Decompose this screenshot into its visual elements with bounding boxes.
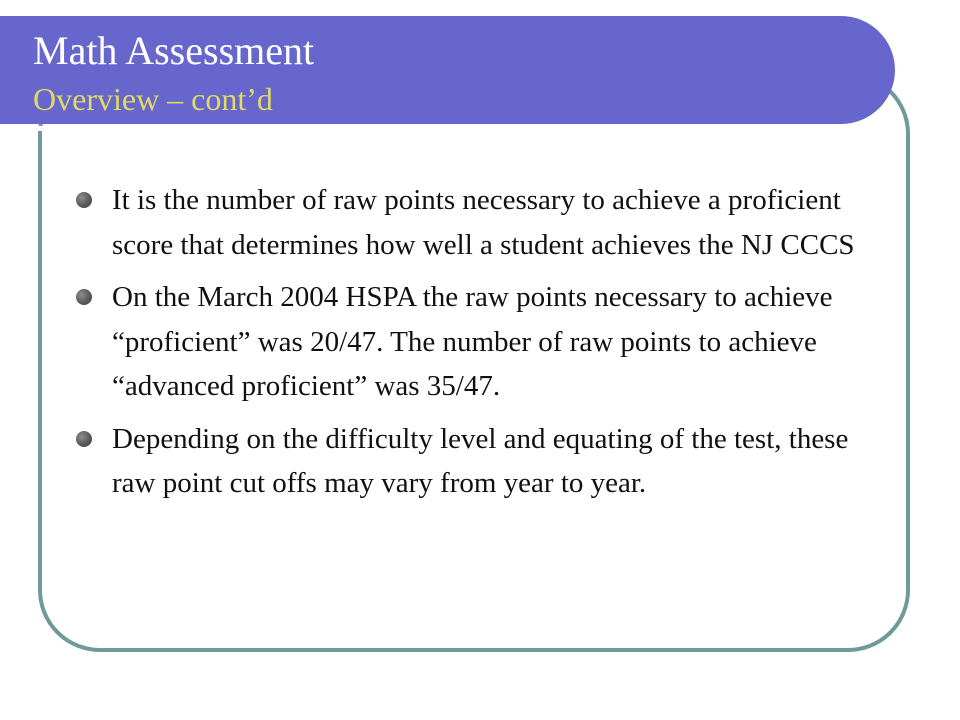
slide-title: Math Assessment [33,28,315,73]
bullet-text: It is the number of raw points necessary to achieve a proficient score that determines how well a student achieves the NJ CCCS [112,184,855,261]
bullet-text: On the March 2004 HSPA the raw points necessary to achieve “proficient” was 20/47. The number of raw points to achieve “advanced proficient” was 35/47. [112,281,833,402]
bullet-list [76,178,891,514]
bullet-dot-icon [76,192,92,208]
bullet-item [76,417,891,506]
bullet-dot-icon [76,431,92,447]
slide-subtitle: Overview – cont’d [33,81,273,117]
bullet-item [76,275,891,409]
bullet-item [76,178,891,267]
bullet-dot-icon [76,289,92,305]
title-underline [0,126,848,131]
bullet-text: Depending on the difficulty level and equating of the test, these raw point cut offs may vary from year to year. [112,422,849,499]
